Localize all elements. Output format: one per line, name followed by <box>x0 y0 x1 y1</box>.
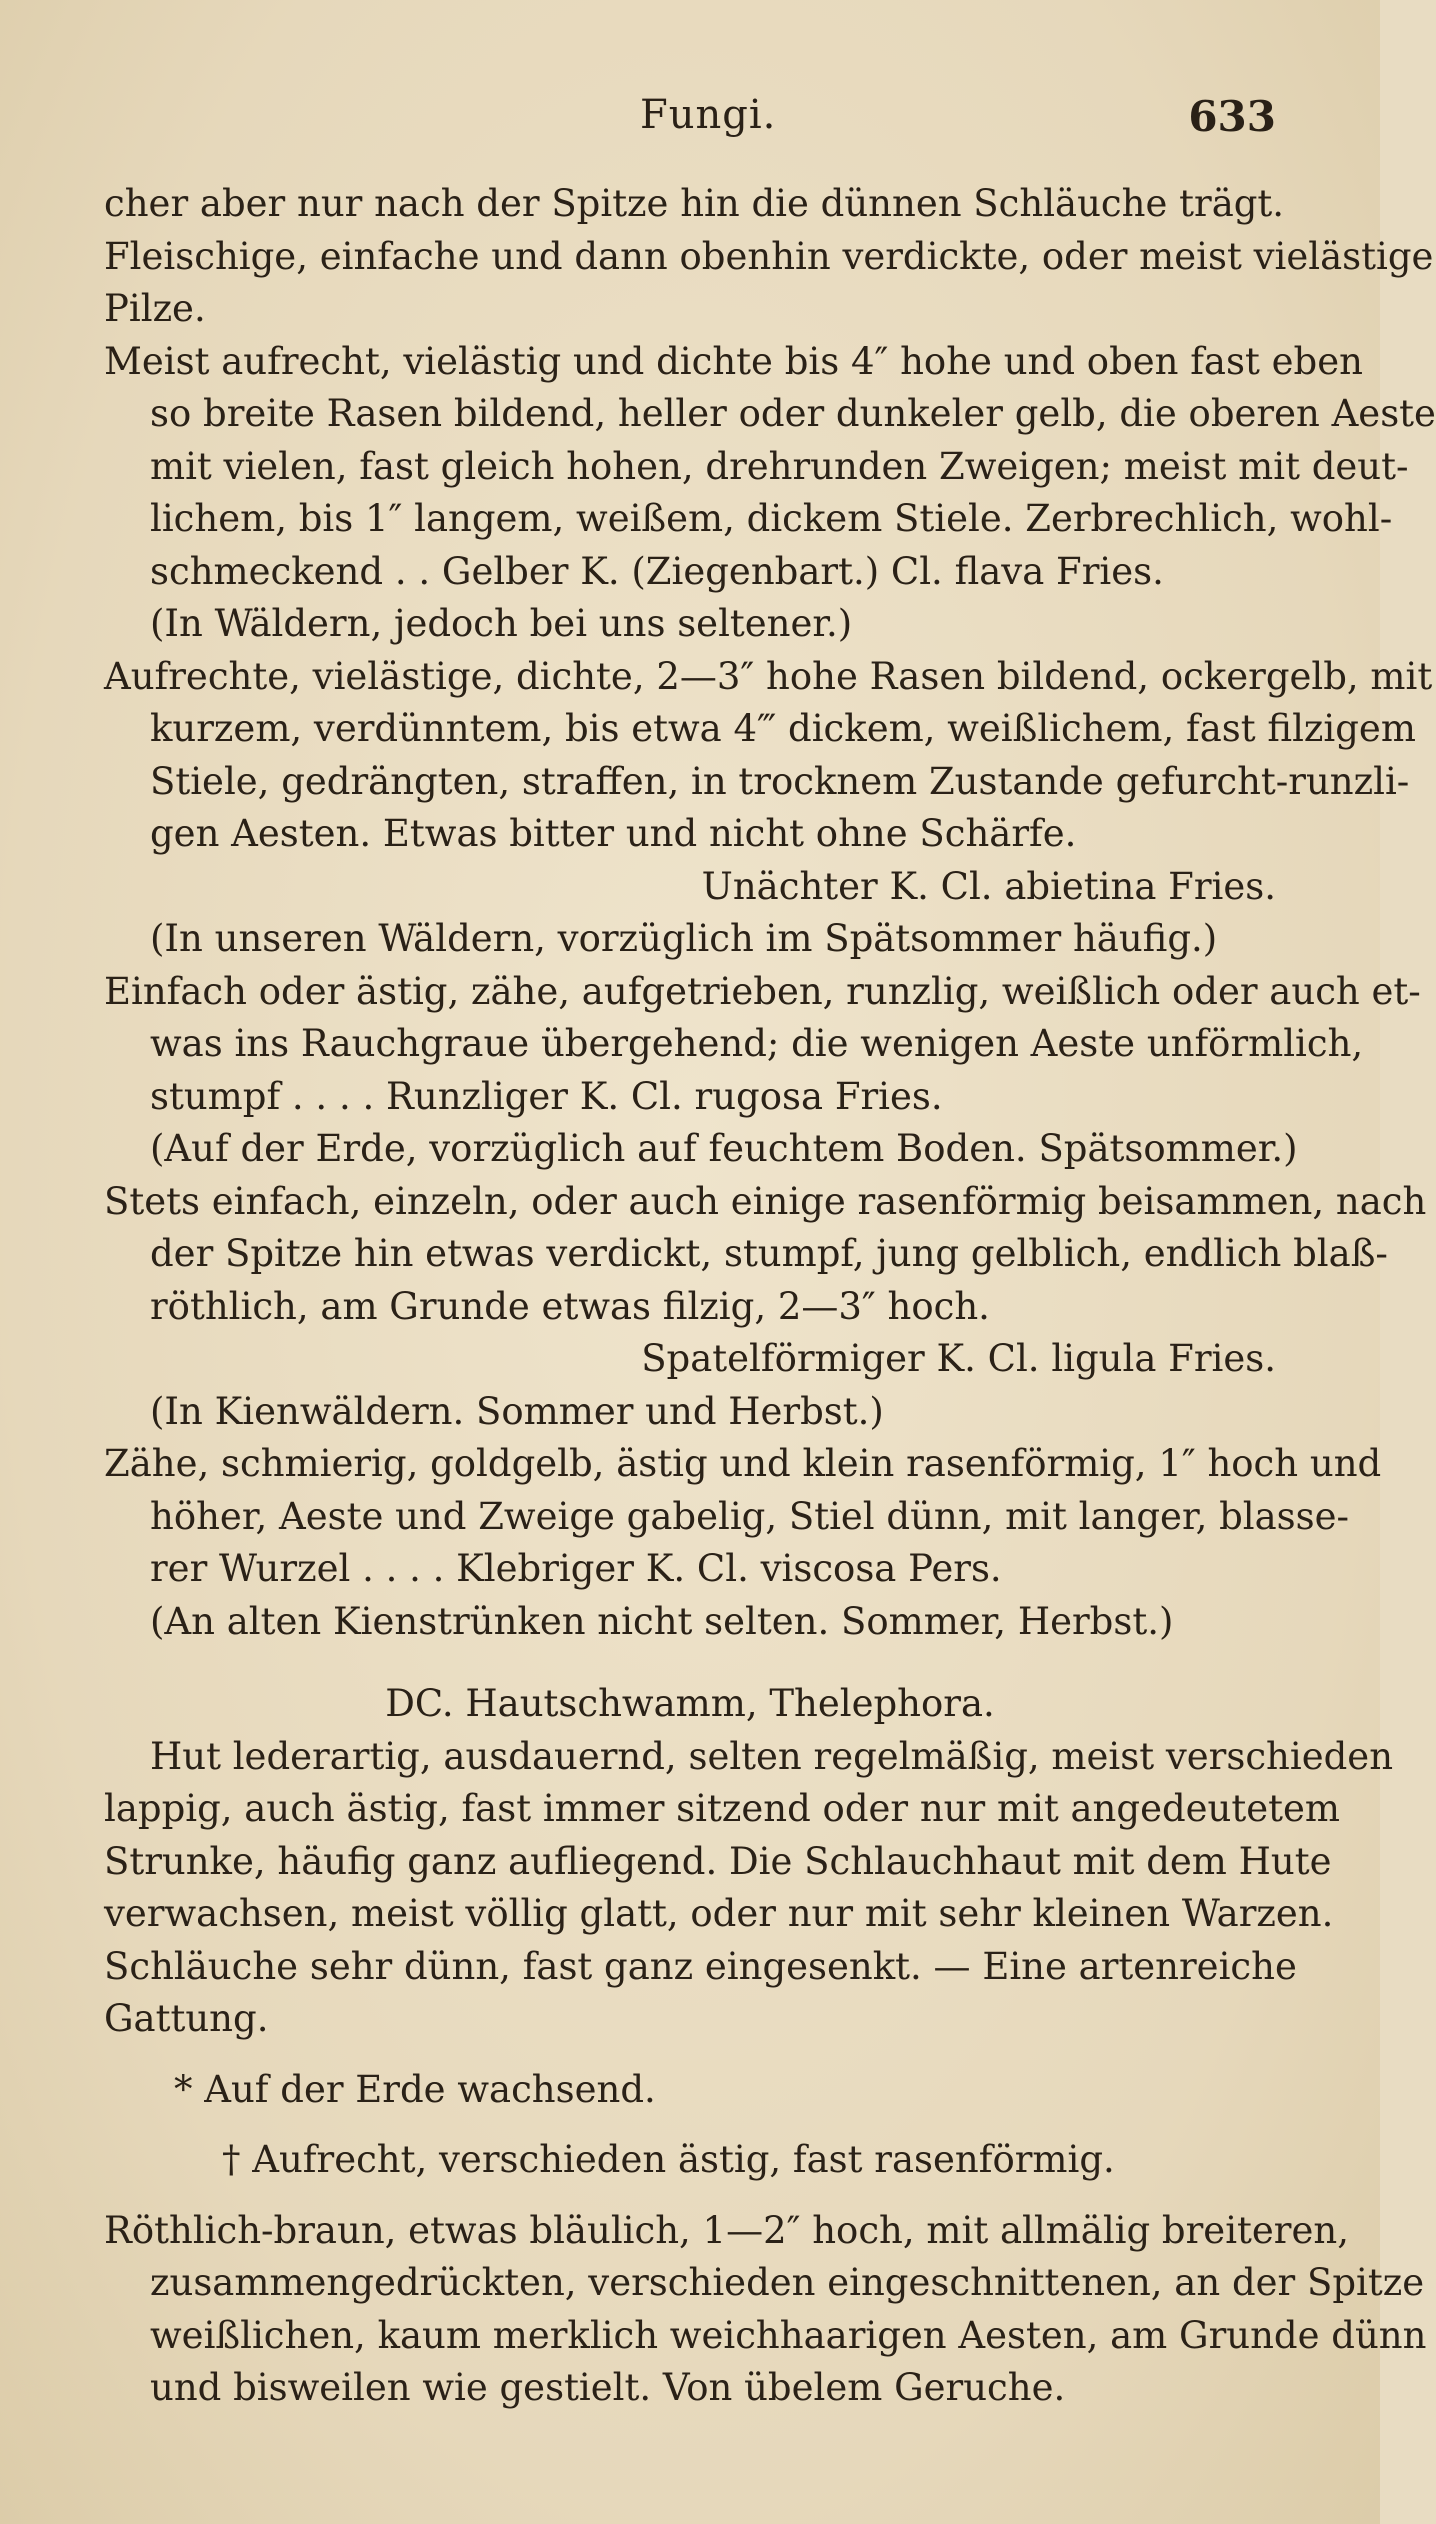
text-line: Gattung. <box>104 1997 269 2040</box>
text-line: kurzem, verdünntem, bis etwa 4‴ dickem, weißlichem, fast filzigem <box>150 707 1416 750</box>
text-line: Zähe, schmierig, goldgelb, ästig und klein rasenförmig, 1″ hoch und <box>104 1442 1382 1485</box>
text-line: Stiele, gedrängten, straffen, in trocknem Zustande gefurcht-runzli- <box>150 759 1410 803</box>
line-gap <box>104 2116 1276 2134</box>
line-gap <box>104 2187 1276 2205</box>
running-title: Fungi. <box>640 92 777 138</box>
text-line: verwachsen, meist völlig glatt, oder nur mit sehr kleinen Warzen. <box>104 1892 1334 1935</box>
text-line: (Auf der Erde, vorzüglich auf feuchtem Boden. Spätsommer.) <box>150 1127 1298 1170</box>
text-line: lichem, bis 1″ langem, weißem, dickem Stiele. Zerbrechlich, wohl- <box>150 497 1393 540</box>
text-line: röthlich, am Grunde etwas filzig, 2—3″ hoch. <box>150 1284 990 1328</box>
text-line: schmeckend . . Gelber K. (Ziegenbart.) Cl. flava Fries. <box>150 549 1164 593</box>
text-line: mit vielen, fast gleich hohen, drehrunden Zweigen; meist mit deut- <box>150 444 1409 488</box>
text-line: Stets einfach, einzeln, oder auch einige rasenförmig beisammen, nach <box>104 1179 1427 1223</box>
page-number: 633 <box>1188 92 1276 141</box>
text-line: was ins Rauchgraue übergehend; die wenigen Aeste unförmlich, <box>150 1022 1364 1065</box>
line-gap <box>104 2046 1276 2064</box>
text-line: gen Aesten. Etwas bitter und nicht ohne Schärfe. <box>150 812 1077 855</box>
page-header <box>0 92 1380 152</box>
text-line: * Auf der Erde wachsend. <box>174 2067 656 2111</box>
text-line: Röthlich-braun, etwas bläulich, 1—2″ hoch, mit allmälig breiteren, <box>104 2208 1349 2252</box>
text-line: cher aber nur nach der Spitze hin die dünnen Schläuche trägt. <box>104 182 1285 225</box>
text-line: stumpf . . . . Runzliger K. Cl. rugosa Fries. <box>150 1074 943 1118</box>
text-line: Einfach oder ästig, zähe, aufgetrieben, runzlig, weißlich oder auch et- <box>104 969 1421 1013</box>
text-line: Pilze. <box>104 287 206 330</box>
text-line: Aufrechte, vielästige, dichte, 2—3″ hohe Rasen bildend, ockergelb, mit <box>104 654 1433 698</box>
text-line: höher, Aeste und Zweige gabelig, Stiel dünn, mit langer, blasse- <box>150 1494 1350 1538</box>
text-line: Hut lederartig, ausdauernd, selten regelmäßig, meist verschieden <box>150 1734 1394 1778</box>
text-line: zusammengedrückten, verschieden eingeschnittenen, an der Spitze <box>150 2261 1425 2304</box>
line-gap <box>104 1648 1276 1678</box>
text-line: (In Kienwäldern. Sommer und Herbst.) <box>150 1389 884 1433</box>
text-line: rer Wurzel . . . . Klebriger K. Cl. viscosa Pers. <box>150 1547 1002 1590</box>
text-line: Meist aufrecht, vielästig und dichte bis 4″ hohe und oben fast eben <box>104 339 1363 383</box>
text-line: der Spitze hin etwas verdickt, stumpf, jung gelblich, endlich blaß- <box>150 1232 1388 1275</box>
text-line: und bisweilen wie gestielt. Von übelem Geruche. <box>150 2366 1066 2409</box>
text-line: Unächter K. Cl. abietina Fries. <box>701 864 1276 908</box>
text-line: weißlichen, kaum merklich weichhaarigen Aesten, am Grunde dünn <box>150 2313 1427 2357</box>
text-line: Spatelförmiger K. Cl. ligula Fries. <box>641 1337 1276 1380</box>
text-line: so breite Rasen bildend, heller oder dunkeler gelb, die oberen Aeste <box>150 392 1436 435</box>
text-line: lappig, auch ästig, fast immer sitzend oder nur mit angedeutetem <box>104 1787 1340 1830</box>
text-line: (In Wäldern, jedoch bei uns seltener.) <box>150 602 853 645</box>
text-line: (An alten Kienstrünken nicht selten. Sommer, Herbst.) <box>150 1599 1174 1643</box>
page-body <box>104 178 1436 2415</box>
text-line: (In unseren Wäldern, vorzüglich im Spätsommer häufig.) <box>150 917 1218 960</box>
text-line: Schläuche sehr dünn, fast ganz eingesenkt. — Eine artenreiche <box>104 1944 1297 1988</box>
text-line: Strunke, häufig ganz aufliegend. Die Schlauchhaut mit dem Hute <box>104 1839 1332 1883</box>
text-line: DC. Hautschwamm, Thelephora. <box>385 1682 995 1725</box>
text-line: Fleischige, einfache und dann obenhin verdickte, oder meist vielästige <box>104 234 1434 278</box>
text-line: † Aufrecht, verschieden ästig, fast rasenförmig. <box>222 2138 1115 2181</box>
